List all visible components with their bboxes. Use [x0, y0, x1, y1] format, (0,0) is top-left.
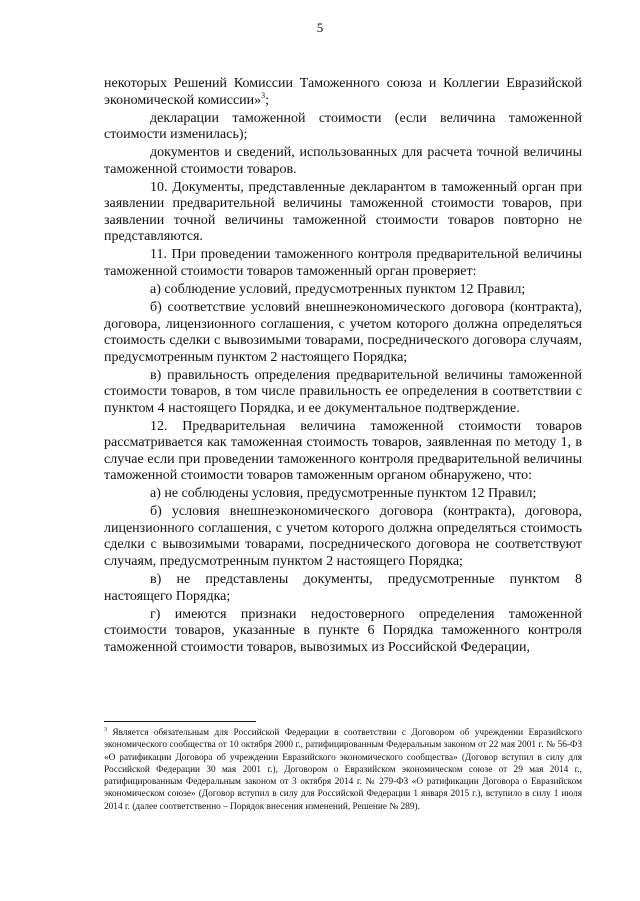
paragraph-10: б) условия внешнеэкономического договора (контракта), договора, лицензионного соглашения, с учетом которого должна определяться стоимость сделки с вывозимыми товарами, посреднического договора не соответствуют случаям, предусмотренным пунктом 2 настоящего Порядка; [104, 504, 582, 569]
paragraph-tail: ; [265, 92, 270, 108]
footnote-divider [104, 721, 256, 722]
footnote [104, 727, 582, 813]
paragraph-9: а) не соблюдены условия, предусмотренные пунктом 12 Правил; [150, 486, 537, 502]
paragraph-11: в) не представлены документы, предусмотренные пунктом 8 настоящего Порядка; [104, 572, 582, 604]
paragraph-4: 11. При проведении таможенного контроля предварительной величины таможенной стоимости товаров таможенный орган проверяет: [104, 247, 582, 279]
paragraph-8: 12. Предварительная величина таможенной стоимости товаров рассматривается как таможенная стоимость товаров, заявленная по методу 1, в случае если при проведении таможенного контроля предварительной величины таможенной стоимости товаров таможенным органом обнаружено, что: [104, 418, 582, 484]
paragraph-1: декларации таможенной стоимости (если величина таможенной стоимости изменилась); [104, 110, 582, 143]
page-number: 5 [316, 20, 324, 35]
footnote-text: Является обязательным для Российской Федерации в соответствии с Договором об учреждении Евразийского экономического сообщества от 10 октября 2000 г., ратифицированным Федеральным законом от 22 мая 2001 г. № 56-ФЗ «О ратификации Договора об учреждении Евразийского экономического сообщества» (Договор вступил в силу для Российской Федерации 30 мая 2001 г.), Договором о Евразийском экономическом союзе от 29 мая 2014 г., ратифицированным Федеральным законом от 3 октября 2014 г. № 279-ФЗ «О ратификации Договора о Евразийском экономическом союзе» (Договор вступил в силу для Российской Федерации 1 января 2015 г.), вступило в силу 1 июля 2014 г. (далее соответственно – Порядок внесения изменений, Решение № 289). [104, 728, 582, 812]
body-text [104, 76, 582, 658]
paragraph-5: а) соблюдение условий, предусмотренных пунктом 12 Правил; [150, 281, 526, 297]
paragraph-3: 10. Документы, представленные декларантом в таможенный орган при заявлении предварительной величины таможенной стоимости товаров, при заявлении точной величины таможенной стоимости товаров повторно не представляются. [104, 179, 582, 245]
paragraph-text: некоторых Решений Комиссии Таможенного союза и Коллегии Евразийской экономической комиссии» [104, 76, 582, 108]
paragraph-12: г) имеются признаки недостоверного определения таможенной стоимости товаров, указанные в пункте 6 Порядка таможенного контроля таможенной стоимости товаров, вывозимых из Российской Федерации, [104, 606, 582, 655]
paragraph-2: документов и сведений, использованных для расчета точной величины таможенной стоимости товаров. [104, 145, 582, 177]
footnote-marker: 3 [104, 727, 107, 733]
paragraph-7: в) правильность определения предварительной величины таможенной стоимости товаров, в том числе правильность ее определения в соответствии с пунктом 4 настоящего Порядка, и ее документальное подтверждение. [104, 367, 582, 416]
paragraph-0 [104, 76, 582, 109]
footnote-reference[interactable]: 3 [261, 90, 266, 100]
paragraph-6: б) соответствие условий внешнеэкономического договора (контракта), договора, лицензионного соглашения, с учетом которого должна определяться стоимость сделки с вывозимыми товарами, посреднического договора случаям, предусмотренным пунктом 2 настоящего Порядка; [104, 300, 582, 365]
